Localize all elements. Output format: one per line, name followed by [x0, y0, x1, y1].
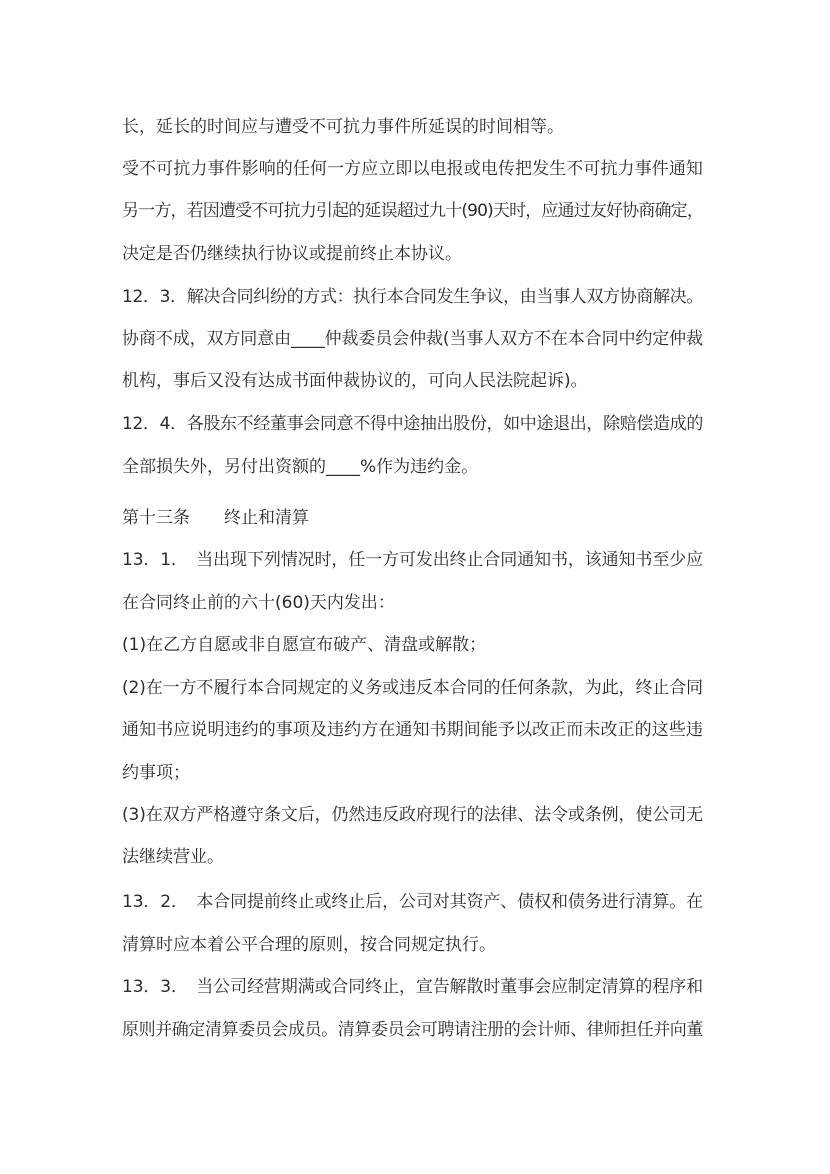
text-line: 13．3． 当公司经营期满或合同终止，宣告解散时董事会应制定清算的程序和	[122, 977, 703, 997]
text-line: 13．1． 当出现下列情况时，任一方可发出终止合同通知书，该通知书至少应	[122, 550, 703, 570]
text-line: 清算时应本着公平合理的原则，按合同规定执行。	[122, 935, 496, 955]
text-line: 协商不成，双方同意由____仲裁委员会仲裁(当事人双方不在本合同中约定仲裁	[122, 329, 703, 349]
text-line: 受不可抗力事件影响的任何一方应立即以电报或电传把发生不可抗力事件通知	[122, 159, 703, 179]
text-line: 13．2． 本合同提前终止或终止后，公司对其资产、债权和债务进行清算。在	[122, 892, 703, 912]
text-line: 机构，事后又没有达成书面仲裁协议的，可向人民法院起诉)。	[122, 371, 588, 391]
text-line: (2)在一方不履行本合同规定的义务或违反本合同的任何条款，为此，终止合同	[122, 678, 703, 698]
text-line: 约事项；	[122, 763, 190, 783]
text-line: 12．3．解决合同纠纷的方式：执行本合同发生争议，由当事人双方协商解决。	[122, 287, 703, 307]
text-line: 原则并确定清算委员会成员。清算委员会可聘请注册的会计师、律师担任并向董	[122, 1020, 703, 1040]
text-line: (1)在乙方自愿或非自愿宣布破产、清盘或解散；	[122, 635, 487, 655]
text-line: 通知书应说明违约的事项及违约方在通知书期间能予以改正而未改正的这些违	[122, 720, 703, 740]
text-line: (3)在双方严格遵守条文后，仍然违反政府现行的法律、法令或条例，使公司无	[122, 805, 703, 825]
text-line: 法继续营业。	[122, 847, 224, 867]
text-line: 在合同终止前的六十(60)天内发出：	[122, 593, 395, 613]
text-line: 12．4．各股东不经董事会同意不得中途抽出股份，如中途退出，除赔偿造成的	[122, 414, 703, 434]
text-line: 另一方，若因遭受不可抗力引起的延误超过九十(90)天时，应通过友好协商确定，	[122, 201, 703, 221]
text-line: 长，延长的时间应与遭受不可抗力事件所延误的时间相等。	[122, 117, 564, 137]
text-line: 全部损失外，另付出资额的____%作为违约金。	[122, 457, 479, 477]
text-line: 决定是否仍继续执行协议或提前终止本协议。	[122, 244, 462, 264]
section-heading: 第十三条 终止和清算	[122, 508, 309, 528]
